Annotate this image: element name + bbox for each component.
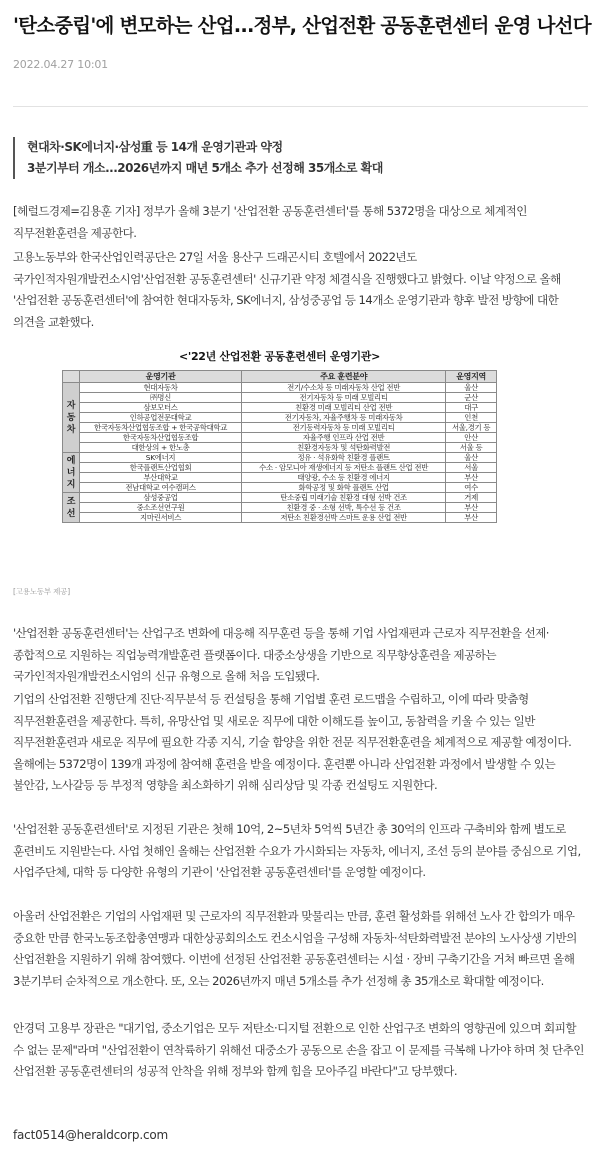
table-cell-field: 자율주행 인프라 산업 전반 [242, 433, 446, 443]
table-cell-institution: 전남대학교 여수캠퍼스 [80, 483, 242, 493]
paragraph: '산업전환 공동훈련센터'로 지정된 기관은 첫해 10억, 2~5년차 5억씩 5년간 총 30억의 인프라 구축비와 함께 별도로 훈련비도 지원받는다. 사업 첫해인 올해는 산업전환 수요가 가시화되는 자동차, 에너지, 조선 등의 분야를 중심으로 기업, 사업주단체, 대학 등 다양한 유형의 기관이 '산업전환 공동훈련센터'를 운영할 예정이다. [13, 822, 581, 879]
table-cell-field: 태양광, 수소 등 친환경 에너지 [242, 473, 446, 483]
table-cell-institution: 삼보모터스 [80, 403, 242, 413]
table-cell-region: 서울 [446, 463, 497, 473]
table-cell-institution: 한국자동차산업협동조합 [80, 433, 242, 443]
table-cell-field: 정유 · 석유화학 친환경 플랜트 [242, 453, 446, 463]
table-cell-field: 전기자동차, 자율주행차 등 미래자동차 [242, 413, 446, 423]
table-cell-region: 부산 [446, 513, 497, 523]
table-cell-field: 친환경자동차 및 석탄화력발전 [242, 443, 446, 453]
paragraph: 기업의 산업전환 진행단계 진단·직무분석 등 컨설팅을 통해 기업별 훈련 로드맵을 수립하고, 이에 따라 맞춤형 직무전환훈련을 제공한다. 특히, 유망산업 및 새로운 직무에 대한 이해도를 높이고, 동참력을 키울 수 있는 일반 직무전환훈련과 새로운 직무에 필요한 각종 지식, 기술 함양을 위한 전문 직무전환훈련을 체계적으로 제공할 예정이다. 올해에는 5372명이 139개 과정에 참여해 훈련을 받을 예정이다. 훈련뿐 아니라 산업전환 과정에서 발생할 수 있는 불안감, 노사갈등 등 부정적 영향을 최소화하기 위해 심리상담 및 각종 컨설팅도 지원한다. [13, 692, 572, 792]
table-cell-region: 서울,경기 등 [446, 423, 497, 433]
table-cell-region: 여수 [446, 483, 497, 493]
table-cell-region: 서울 등 [446, 443, 497, 453]
image-credit: [고용노동부 제공] [13, 587, 70, 596]
table-row [63, 393, 497, 403]
sector-label: 에 너 지 [63, 453, 80, 493]
summary-line: 현대차·SK에너지·삼성重 등 14개 운영기관과 약정 [27, 140, 283, 154]
table-header: 운영지역 [446, 371, 497, 383]
operating-institutions-table [62, 370, 497, 523]
reporter-email[interactable]: fact0514@heraldcorp.com [13, 1128, 168, 1142]
table-cell-institution: 인하공업전문대학교 [80, 413, 242, 423]
table-cell-institution: 삼성중공업 [80, 493, 242, 503]
table-row [63, 403, 497, 413]
table-cell-institution: 한국자동차산업협동조합 + 한국공학대학교 [80, 423, 242, 433]
table-cell-field: 전기자동차 등 미래 모빌리티 [242, 393, 446, 403]
table-cell-region: 대구 [446, 403, 497, 413]
paragraph: '산업전환 공동훈련센터'는 산업구조 변화에 대응해 직무훈련 등을 통해 기업 사업재편과 근로자 직무전환을 선제·종합적으로 지원하는 직업능력개발훈련 플랫폼이다. 대중소상생을 기반으로 직무향상훈련을 제공하는 국가인적자원개발컨소시엄의 신규 유형으로 올해 처음 도입됐다. [13, 626, 549, 683]
table-row [63, 503, 497, 513]
paragraph: 고용노동부와 한국산업인력공단은 27일 서울 용산구 드래곤시티 호텔에서 2022년도 국가인적자원개발컨소시엄'산업전환 공동훈련센터' 신규기관 약정 체결식을 진행했다고 밝혔다. 이날 약정으로 올해 '산업전환 공동훈련센터'에 참여한 현대자동차, SK에너지, 삼성중공업 등 14개소 운영기관과 향후 발전 방향에 대한 의견을 교환했다. [13, 250, 561, 329]
table-cell-region: 거제 [446, 493, 497, 503]
table-cell-region: 울산 [446, 383, 497, 393]
table-row [63, 493, 497, 503]
table-cell-field: 친환경 미래 모빌리티 산업 전반 [242, 403, 446, 413]
table-cell-region: 울산 [446, 453, 497, 463]
paragraph: 안경덕 고용부 장관은 "대기업, 중소기업은 모두 저탄소·디지털 전환으로 인한 산업구조 변화의 영향권에 있으며 회피할 수 없는 문제"라며 "산업전환이 연착륙하기 위해선 대중소가 공동으로 손을 잡고 이 문제를 극복해 나가야 하며 첫 단추인 산업전환 공동훈련센터의 성공적 안착을 위해 정부와 함께 힘을 모아주길 바란다"고 당부했다. [13, 1021, 584, 1078]
table-cell-field: 탄소중립 미래기술 친환경 대형 선박 건조 [242, 493, 446, 503]
table-header: 운영기관 [80, 371, 242, 383]
figure-title: <'22년 산업전환 공동훈련센터 운영기관> [178, 350, 381, 363]
paragraph-lead: [헤럴드경제=김용훈 기자] 정부가 올해 3분기 '산업전환 공동훈련센터'를 통해 5372명을 대상으로 체계적인 직무전환훈련을 제공한다. [13, 204, 527, 240]
article-date: 2022.04.27 10:01 [13, 58, 108, 71]
table-cell-field: 저탄소 친환경선박 스마트 운용 산업 전반 [242, 513, 446, 523]
table-row [63, 453, 497, 463]
table-row [63, 433, 497, 443]
sector-label: 조 선 [63, 493, 80, 523]
table-row [63, 423, 497, 433]
table-cell-institution: SK에너지 [80, 453, 242, 463]
table-cell-institution: 한국플랜트산업협회 [80, 463, 242, 473]
table-row [63, 443, 497, 453]
table-row [63, 483, 497, 493]
sector-label: 자 동 차 [63, 383, 80, 453]
table-cell-region: 인천 [446, 413, 497, 423]
table-cell-field: 전기동력자동차 등 미래 모빌리티 [242, 423, 446, 433]
article-title: '탄소중립'에 변모하는 산업...정부, 산업전환 공동훈련센터 운영 나선다 [13, 14, 591, 37]
table-row [63, 383, 497, 393]
paragraph: 아울러 산업전환은 기업의 사업재편 및 근로자의 직무전환과 맞물리는 만큼, 훈련 활성화를 위해선 노사 간 합의가 매우 중요한 만큼 한국노동조합총연맹과 대한상공회의소도 컨소시엄을 구성해 자동차·석탄화력발전 분야의 노사상생 기반의 산업전환을 지원하기 위해 참여했다. 이번에 선정된 산업전환 공동훈련센터는 시설 · 장비 구축기간을 거쳐 빠르면 올해 3분기부터 순차적으로 개소한다. 또, 오는 2026년까지 매년 5개소를 추가 선정해 총 35개소로 확대할 예정이다. [13, 909, 577, 988]
table-cell-institution: 지마린서비스 [80, 513, 242, 523]
article-summary [13, 137, 588, 179]
table-cell-institution: ㈜명신 [80, 393, 242, 403]
table-cell-region: 안산 [446, 433, 497, 443]
table-row [63, 463, 497, 473]
table-cell-field: 전기/수소차 등 미래자동차 산업 전반 [242, 383, 446, 393]
table-row [63, 513, 497, 523]
table-cell-field: 화학공정 및 화학 플랜트 산업 [242, 483, 446, 493]
summary-line: 3분기부터 개소...2026년까지 매년 5개소 추가 선정해 35개소로 확대 [27, 161, 383, 175]
table-row [63, 413, 497, 423]
table-header-row [63, 371, 497, 383]
table-cell-field: 수소 · 암모니아 재생에너지 등 저탄소 플랜트 산업 전반 [242, 463, 446, 473]
table-cell-field: 친환경 중 · 소형 선박, 특수선 등 건조 [242, 503, 446, 513]
operating-institutions-figure [62, 350, 497, 577]
table-row [63, 473, 497, 483]
table-cell-institution: 중소조선연구원 [80, 503, 242, 513]
table-cell-institution: 현대자동차 [80, 383, 242, 393]
table-cell-region: 부산 [446, 503, 497, 513]
table-header-sector [63, 371, 80, 383]
table-cell-region: 부산 [446, 473, 497, 483]
table-cell-region: 군산 [446, 393, 497, 403]
table-cell-institution: 부산대학교 [80, 473, 242, 483]
table-cell-institution: 대한상의 + 한노총 [80, 443, 242, 453]
title-divider [13, 106, 588, 107]
table-header: 주요 훈련분야 [242, 371, 446, 383]
